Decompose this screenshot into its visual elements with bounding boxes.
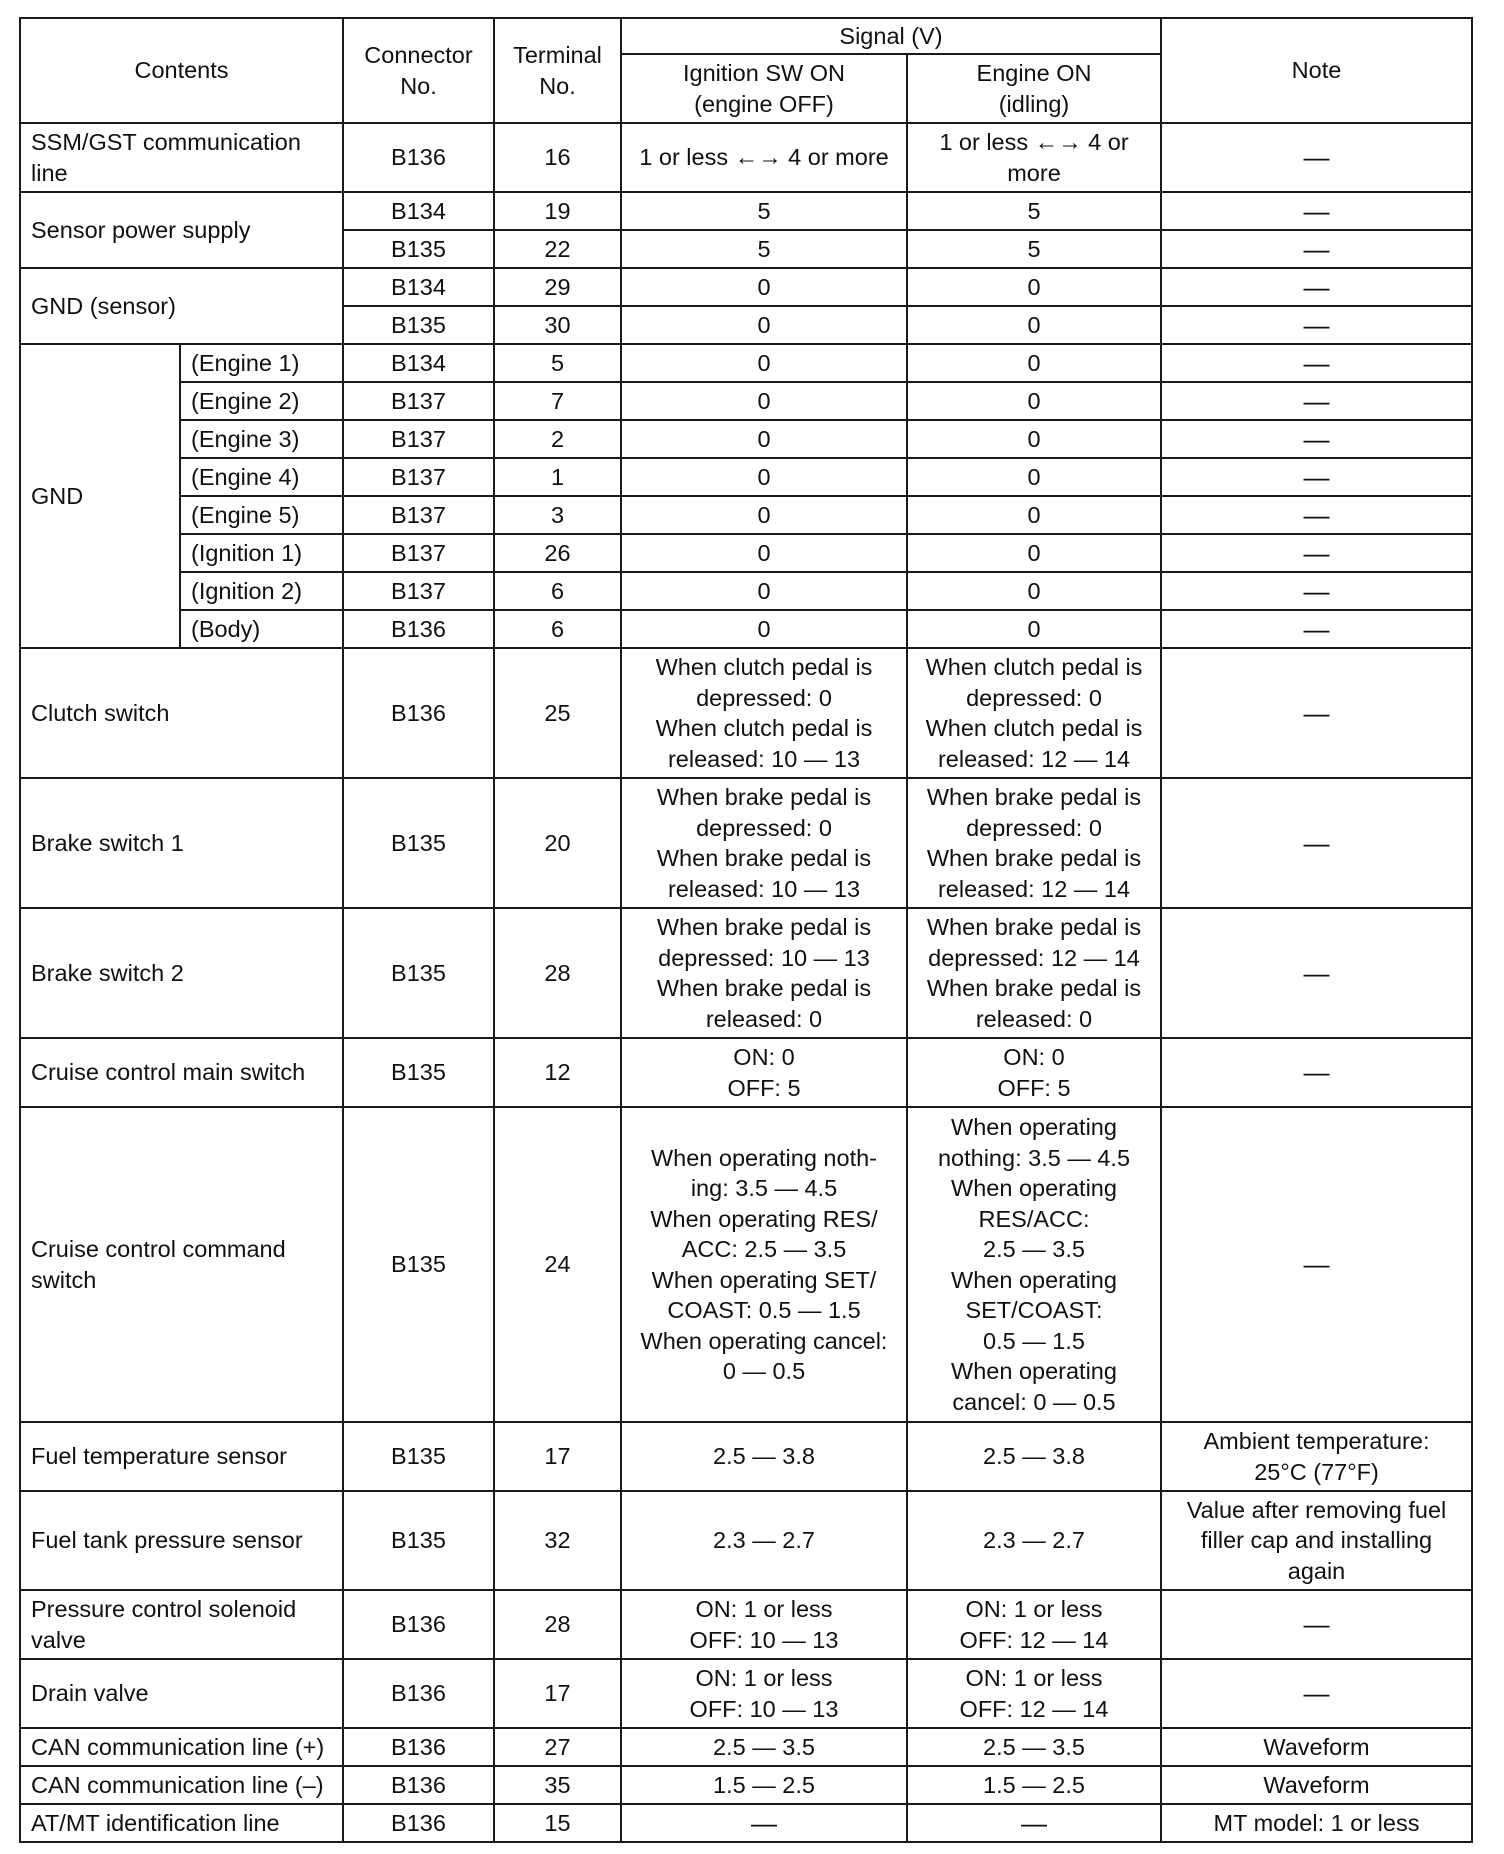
connector-cell: B137 — [343, 534, 494, 572]
connector-cell: B136 — [343, 648, 494, 778]
connector-cell: B136 — [343, 1728, 494, 1766]
table-row — [20, 496, 1472, 534]
ignition-signal-cell: When clutch pedal is depressed: 0 When clutch pedal is released: 10 — 13 — [621, 648, 907, 778]
sub-label: (Engine 2) — [180, 382, 343, 420]
note-cell: — — [1161, 496, 1472, 534]
connector-cell: B137 — [343, 382, 494, 420]
note-cell: — — [1161, 382, 1472, 420]
terminal-cell: 27 — [494, 1728, 621, 1766]
row-label: Cruise control command switch — [20, 1107, 343, 1422]
table-row — [20, 534, 1472, 572]
connector-cell: B135 — [343, 1491, 494, 1590]
note-cell: MT model: 1 or less — [1161, 1804, 1472, 1842]
note-cell: — — [1161, 344, 1472, 382]
engine-signal-cell: 0 — [907, 306, 1161, 344]
note-cell: — — [1161, 420, 1472, 458]
note-cell: Ambient temperature: 25°C (77°F) — [1161, 1422, 1472, 1491]
table-row — [20, 1659, 1472, 1728]
header-ignition-sw-on: Ignition SW ON (engine OFF) — [621, 54, 907, 123]
note-cell: — — [1161, 192, 1472, 230]
table-row — [20, 778, 1472, 908]
connector-cell: B135 — [343, 778, 494, 908]
note-cell: — — [1161, 534, 1472, 572]
header-note: Note — [1161, 18, 1472, 123]
ignition-signal-cell: 0 — [621, 534, 907, 572]
terminal-cell: 19 — [494, 192, 621, 230]
table-row — [20, 648, 1472, 778]
ignition-signal-cell: 0 — [621, 306, 907, 344]
table-row — [20, 1491, 1472, 1590]
ignition-signal-cell: 5 — [621, 230, 907, 268]
engine-signal-cell: ON: 1 or less OFF: 12 — 14 — [907, 1590, 1161, 1659]
connector-cell: B135 — [343, 908, 494, 1038]
terminal-cell: 6 — [494, 610, 621, 648]
row-label: Fuel tank pressure sensor — [20, 1491, 343, 1590]
note-cell: — — [1161, 1038, 1472, 1107]
note-cell: — — [1161, 123, 1472, 192]
row-label: Sensor power supply — [20, 192, 343, 268]
connector-cell: B137 — [343, 458, 494, 496]
row-label: AT/MT identification line — [20, 1804, 343, 1842]
connector-cell: B135 — [343, 306, 494, 344]
connector-cell: B136 — [343, 1766, 494, 1804]
table-row — [20, 458, 1472, 496]
ignition-signal-cell: 1 or less ←→ 4 or more — [621, 123, 907, 192]
terminal-cell: 5 — [494, 344, 621, 382]
connector-cell: B134 — [343, 344, 494, 382]
ignition-signal-cell: — — [621, 1804, 907, 1842]
row-label: SSM/GST communication line — [20, 123, 343, 192]
table-row — [20, 1590, 1472, 1659]
terminal-cell: 22 — [494, 230, 621, 268]
row-label: Drain valve — [20, 1659, 343, 1728]
row-label: CAN communication line (+) — [20, 1728, 343, 1766]
ignition-signal-cell: When brake pedal is depressed: 10 — 13 When brake pedal is released: 0 — [621, 908, 907, 1038]
terminal-cell: 17 — [494, 1422, 621, 1491]
row-label: Fuel temperature sensor — [20, 1422, 343, 1491]
terminal-cell: 30 — [494, 306, 621, 344]
terminal-cell: 20 — [494, 778, 621, 908]
sub-label: (Body) — [180, 610, 343, 648]
engine-signal-cell: 5 — [907, 230, 1161, 268]
engine-signal-cell: 1 or less ←→ 4 or more — [907, 123, 1161, 192]
table-row — [20, 1804, 1472, 1842]
table-row — [20, 268, 1472, 306]
ignition-signal-cell: 0 — [621, 572, 907, 610]
terminal-cell: 25 — [494, 648, 621, 778]
engine-signal-cell: 0 — [907, 534, 1161, 572]
table-row — [20, 1038, 1472, 1107]
connector-cell: B137 — [343, 496, 494, 534]
connector-cell: B135 — [343, 1422, 494, 1491]
row-label: Brake switch 1 — [20, 778, 343, 908]
header-terminal: Terminal No. — [494, 18, 621, 123]
engine-signal-cell: 5 — [907, 192, 1161, 230]
engine-signal-cell: ON: 0 OFF: 5 — [907, 1038, 1161, 1107]
connector-cell: B134 — [343, 268, 494, 306]
row-label: CAN communication line (–) — [20, 1766, 343, 1804]
terminal-cell: 26 — [494, 534, 621, 572]
terminal-cell: 28 — [494, 1590, 621, 1659]
connector-cell: B136 — [343, 123, 494, 192]
terminal-cell: 2 — [494, 420, 621, 458]
engine-signal-cell: 1.5 — 2.5 — [907, 1766, 1161, 1804]
engine-signal-cell: 0 — [907, 382, 1161, 420]
sub-label: (Engine 5) — [180, 496, 343, 534]
connector-cell: B136 — [343, 1659, 494, 1728]
ignition-signal-cell: 0 — [621, 610, 907, 648]
terminal-cell: 7 — [494, 382, 621, 420]
signal-table-sheet — [19, 17, 1471, 1843]
ignition-signal-cell: 2.5 — 3.5 — [621, 1728, 907, 1766]
engine-signal-cell: 2.5 — 3.8 — [907, 1422, 1161, 1491]
engine-signal-cell: 2.3 — 2.7 — [907, 1491, 1161, 1590]
row-label: GND — [20, 344, 180, 648]
note-cell: — — [1161, 778, 1472, 908]
note-cell: Value after removing fuel filler cap and installing again — [1161, 1491, 1472, 1590]
sub-label: (Ignition 2) — [180, 572, 343, 610]
engine-signal-cell: — — [907, 1804, 1161, 1842]
note-cell: — — [1161, 908, 1472, 1038]
note-cell: — — [1161, 648, 1472, 778]
table-row — [20, 908, 1472, 1038]
note-cell: — — [1161, 268, 1472, 306]
table-row — [20, 420, 1472, 458]
engine-signal-cell: ON: 1 or less OFF: 12 — 14 — [907, 1659, 1161, 1728]
ignition-signal-cell: 0 — [621, 458, 907, 496]
sub-label: (Engine 1) — [180, 344, 343, 382]
table-row — [20, 344, 1472, 382]
ignition-signal-cell: When brake pedal is depressed: 0 When brake pedal is released: 10 — 13 — [621, 778, 907, 908]
connector-cell: B135 — [343, 230, 494, 268]
note-cell: — — [1161, 572, 1472, 610]
terminal-cell: 1 — [494, 458, 621, 496]
ignition-signal-cell: ON: 0 OFF: 5 — [621, 1038, 907, 1107]
row-label: Clutch switch — [20, 648, 343, 778]
terminal-cell: 12 — [494, 1038, 621, 1107]
sub-label: (Engine 4) — [180, 458, 343, 496]
terminal-cell: 28 — [494, 908, 621, 1038]
connector-cell: B137 — [343, 420, 494, 458]
engine-signal-cell: 0 — [907, 420, 1161, 458]
ignition-signal-cell: When operating noth- ing: 3.5 — 4.5 When operating RES/ ACC: 2.5 — 3.5 When operating SET/ COAST: 0.5 — 1.5 When operating cancel: 0 — 0.5 — [621, 1107, 907, 1422]
connector-cell: B135 — [343, 1107, 494, 1422]
header-connector: Connector No. — [343, 18, 494, 123]
note-cell: — — [1161, 1659, 1472, 1728]
terminal-cell: 24 — [494, 1107, 621, 1422]
connector-cell: B136 — [343, 1590, 494, 1659]
note-cell: Waveform — [1161, 1766, 1472, 1804]
table-row — [20, 123, 1472, 192]
table-row — [20, 1107, 1472, 1422]
ignition-signal-cell: 0 — [621, 420, 907, 458]
connector-cell: B136 — [343, 610, 494, 648]
row-label: Brake switch 2 — [20, 908, 343, 1038]
row-label: GND (sensor) — [20, 268, 343, 344]
table-row — [20, 1728, 1472, 1766]
engine-signal-cell: 0 — [907, 610, 1161, 648]
connector-cell: B135 — [343, 1038, 494, 1107]
engine-signal-cell: 0 — [907, 268, 1161, 306]
row-label: Cruise control main switch — [20, 1038, 343, 1107]
engine-signal-cell: When clutch pedal is depressed: 0 When clutch pedal is released: 12 — 14 — [907, 648, 1161, 778]
table-row — [20, 1422, 1472, 1491]
terminal-cell: 6 — [494, 572, 621, 610]
note-cell: Waveform — [1161, 1728, 1472, 1766]
engine-signal-cell: 0 — [907, 572, 1161, 610]
ignition-signal-cell: 0 — [621, 268, 907, 306]
header-contents: Contents — [20, 18, 343, 123]
terminal-cell: 35 — [494, 1766, 621, 1804]
engine-signal-cell: When operating nothing: 3.5 — 4.5 When operating RES/ACC: 2.5 — 3.5 When operating SET/COAST: 0.5 — 1.5 When operating cancel: 0 — 0.5 — [907, 1107, 1161, 1422]
table-row — [20, 1766, 1472, 1804]
sub-label: (Engine 3) — [180, 420, 343, 458]
note-cell: — — [1161, 610, 1472, 648]
header-row-1 — [20, 18, 1472, 54]
table-row — [20, 382, 1472, 420]
terminal-cell: 3 — [494, 496, 621, 534]
ignition-signal-cell: 1.5 — 2.5 — [621, 1766, 907, 1804]
table-row — [20, 610, 1472, 648]
engine-signal-cell: 0 — [907, 344, 1161, 382]
terminal-cell: 15 — [494, 1804, 621, 1842]
ignition-signal-cell: 5 — [621, 192, 907, 230]
table-row — [20, 572, 1472, 610]
sub-label: (Ignition 1) — [180, 534, 343, 572]
row-label: Pressure control solenoid valve — [20, 1590, 343, 1659]
note-cell: — — [1161, 306, 1472, 344]
connector-cell: B134 — [343, 192, 494, 230]
ignition-signal-cell: 2.3 — 2.7 — [621, 1491, 907, 1590]
terminal-cell: 16 — [494, 123, 621, 192]
ignition-signal-cell: 2.5 — 3.8 — [621, 1422, 907, 1491]
ecm-signal-table — [19, 17, 1473, 1843]
terminal-cell: 17 — [494, 1659, 621, 1728]
note-cell: — — [1161, 230, 1472, 268]
note-cell: — — [1161, 1107, 1472, 1422]
table-row — [20, 192, 1472, 230]
engine-signal-cell: When brake pedal is depressed: 0 When brake pedal is released: 12 — 14 — [907, 778, 1161, 908]
note-cell: — — [1161, 458, 1472, 496]
engine-signal-cell: When brake pedal is depressed: 12 — 14 When brake pedal is released: 0 — [907, 908, 1161, 1038]
ignition-signal-cell: 0 — [621, 382, 907, 420]
engine-signal-cell: 0 — [907, 496, 1161, 534]
terminal-cell: 29 — [494, 268, 621, 306]
ignition-signal-cell: ON: 1 or less OFF: 10 — 13 — [621, 1659, 907, 1728]
terminal-cell: 32 — [494, 1491, 621, 1590]
header-signal: Signal (V) — [621, 18, 1161, 54]
ignition-signal-cell: 0 — [621, 496, 907, 534]
note-cell: — — [1161, 1590, 1472, 1659]
header-engine-on: Engine ON (idling) — [907, 54, 1161, 123]
ignition-signal-cell: 0 — [621, 344, 907, 382]
ignition-signal-cell: ON: 1 or less OFF: 10 — 13 — [621, 1590, 907, 1659]
engine-signal-cell: 2.5 — 3.5 — [907, 1728, 1161, 1766]
connector-cell: B137 — [343, 572, 494, 610]
engine-signal-cell: 0 — [907, 458, 1161, 496]
connector-cell: B136 — [343, 1804, 494, 1842]
